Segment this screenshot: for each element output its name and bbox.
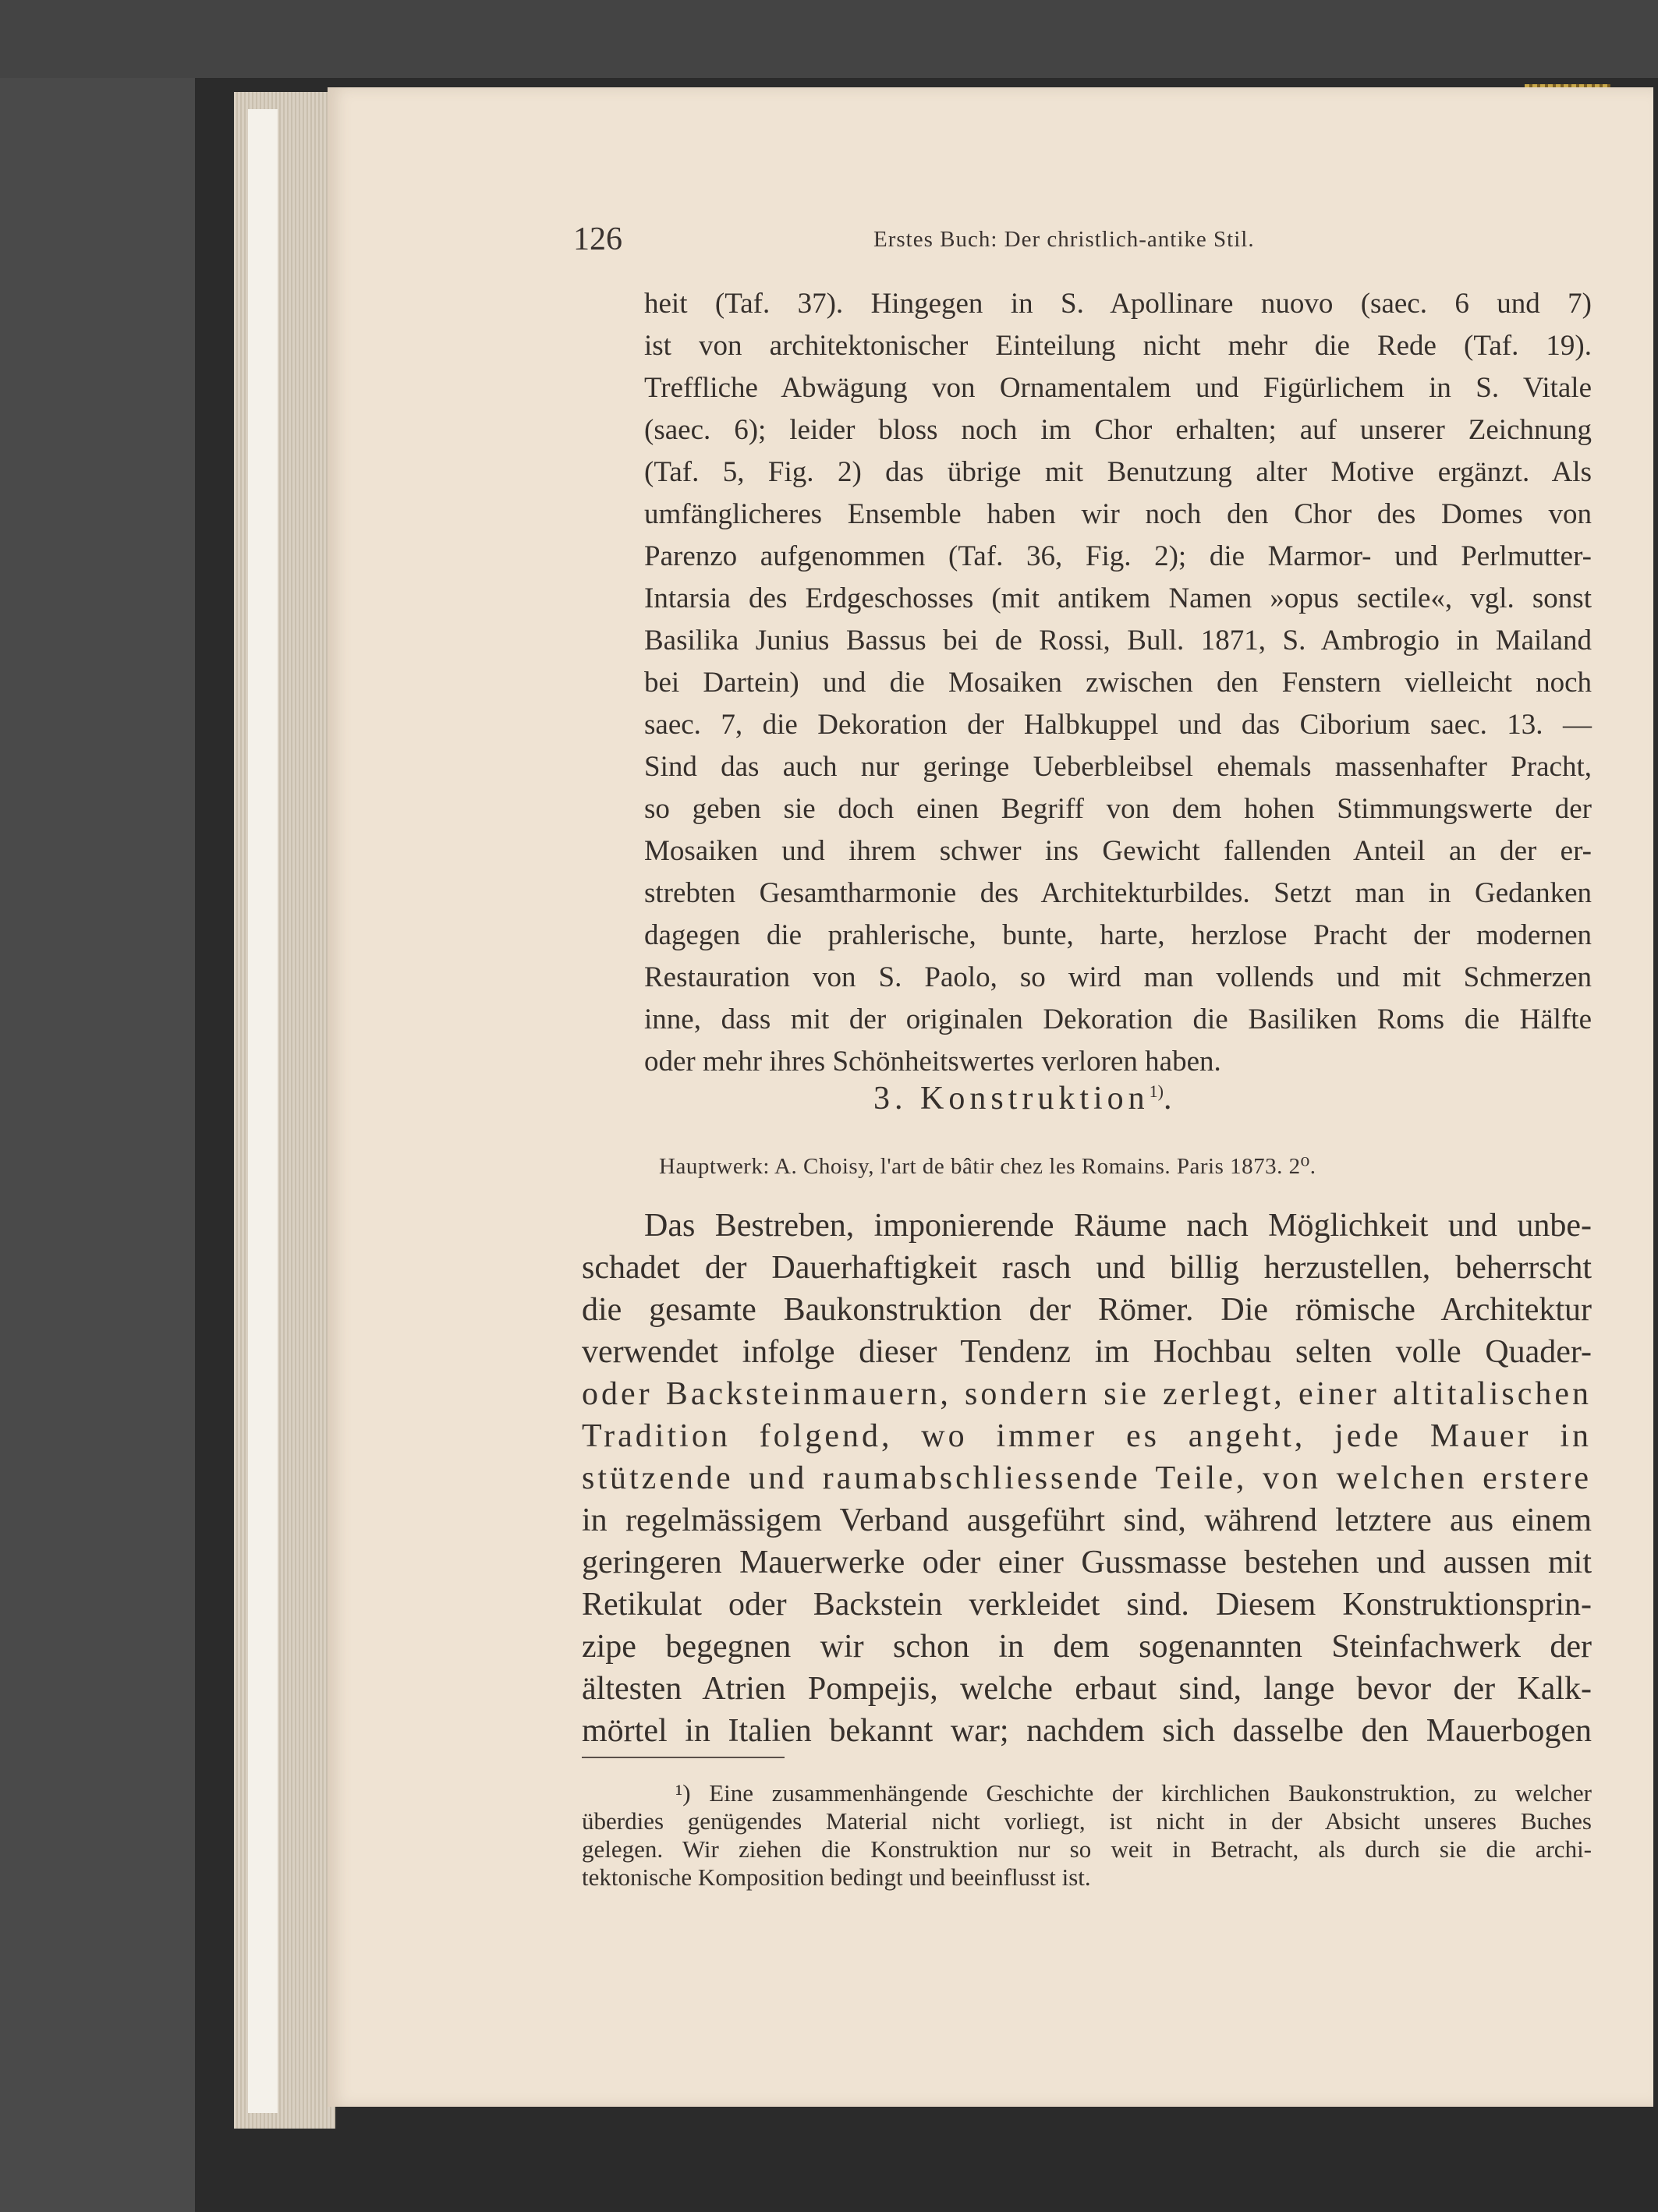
text-line: heit (Taf. 37). Hingegen in S. Apollinare nuovo (saec. 6 und 7) xyxy=(644,288,1592,320)
text-line: Basilika Junius Bassus bei de Rossi, Bull. 1871, S. Ambrogio in Mailand xyxy=(644,625,1592,657)
text-line: oder mehr ihres Schönheitswertes verloren haben. xyxy=(644,1046,1221,1078)
text-line: stützende und raumabschliessende Teile, von welchen erstere xyxy=(582,1460,1592,1496)
text-line: Mosaiken und ihrem schwer ins Gewicht fallenden Anteil an der er- xyxy=(644,835,1592,867)
footnote-line: überdies genügendes Material nicht vorliegt, ist nicht in der Absicht unseres Buches xyxy=(582,1807,1592,1835)
body-text-block-2 xyxy=(582,1205,1592,1752)
text-line: ältesten Atrien Pompejis, welche erbaut sind, lange bevor der Kalk- xyxy=(582,1671,1592,1707)
text-line: Das Bestreben, imponierende Räume nach Möglichkeit und unbe- xyxy=(644,1208,1592,1244)
text-line: strebten Gesamtharmonie des Architekturbildes. Setzt man in Gedanken xyxy=(644,877,1592,909)
text-line: die gesamte Baukonstruktion der Römer. Die römische Architektur xyxy=(582,1292,1592,1328)
section-heading: 3. Konstruktion$^{1)}$. xyxy=(873,1081,1177,1117)
footnote-line: ¹) Eine zusammenhängende Geschichte der kirchlichen Baukonstruktion, zu welcher xyxy=(675,1779,1592,1807)
text-line: umfänglicheres Ensemble haben wir noch den Chor des Domes von xyxy=(644,498,1592,530)
text-line: Tradition folgend, wo immer es angeht, jede Mauer in xyxy=(582,1418,1592,1454)
text-line: (saec. 6); leider bloss noch im Chor erhalten; auf unserer Zeichnung xyxy=(644,414,1592,446)
background-top xyxy=(0,0,1658,78)
text-line: bei Dartein) und die Mosaiken zwischen den Fenstern vielleicht noch xyxy=(644,667,1592,699)
text-line: zipe begegnen wir schon in dem sogenannten Steinfachwerk der xyxy=(582,1629,1592,1665)
page-edge-white xyxy=(248,109,278,2113)
text-line: Retikulat oder Backstein verkleidet sind. Diesem Konstruktionsprin- xyxy=(582,1587,1592,1623)
text-line: Parenzo aufgenommen (Taf. 36, Fig. 2); die Marmor- und Perlmutter- xyxy=(644,540,1592,572)
footnote-marker: 1) xyxy=(1149,1081,1164,1101)
page-header xyxy=(573,221,1603,260)
text-line: in regelmässigem Verband ausgeführt sind, während letztere aus einem xyxy=(582,1502,1592,1538)
footnote-line: gelegen. Wir ziehen die Konstruktion nur so weit in Betracht, als durch sie die archi- xyxy=(582,1835,1592,1863)
text-line: Sind das auch nur geringe Ueberbleibsel ehemals massenhafter Pracht, xyxy=(644,751,1592,783)
footnote-line: tektonische Komposition bedingt und beeinflusst ist. xyxy=(582,1863,1091,1891)
text-line: schadet der Dauerhaftigkeit rasch und billig herzustellen, beherrscht xyxy=(582,1250,1592,1286)
page-number: 126 xyxy=(573,221,622,257)
text-line: Intarsia des Erdgeschosses (mit antikem Namen »opus sectile«, vgl. sonst xyxy=(644,582,1592,614)
text-line: Restauration von S. Paolo, so wird man vollends und mit Schmerzen xyxy=(644,961,1592,993)
section-heading-text: 3. Konstruktion xyxy=(873,1081,1150,1117)
text-line: saec. 7, die Dekoration der Halbkuppel und das Ciborium saec. 13. — xyxy=(644,709,1592,741)
footnotes xyxy=(582,1779,1592,1892)
text-line: so geben sie doch einen Begriff von dem hohen Stimmungswerte der xyxy=(644,793,1592,825)
text-line: inne, dass mit der originalen Dekoration die Basiliken Roms die Hälfte xyxy=(644,1003,1592,1035)
footnote-rule xyxy=(582,1757,785,1758)
running-head: Erstes Buch: Der christlich-antike Stil. xyxy=(873,227,1255,252)
text-line: geringeren Mauerwerke oder einer Gussmasse bestehen und aussen mit xyxy=(582,1545,1592,1580)
text-line: Treffliche Abwägung von Ornamentalem und Figürlichem in S. Vitale xyxy=(644,372,1592,404)
reference-line: Hauptwerk: A. Choisy, l'art de bâtir chez les Romains. Paris 1873. 2⁰. xyxy=(659,1154,1316,1179)
body-text-block-1 xyxy=(644,283,1592,1083)
text-line: ist von architektonischer Einteilung nicht mehr die Rede (Taf. 19). xyxy=(644,330,1592,362)
text-line: oder Backsteinmauern, sondern sie zerlegt, einer altitalischen xyxy=(582,1376,1592,1412)
text-line: dagegen die prahlerische, bunte, harte, herzlose Pracht der modernen xyxy=(644,919,1592,951)
text-line: mörtel in Italien bekannt war; nachdem sich dasselbe den Mauerbogen xyxy=(582,1713,1592,1749)
text-line: verwendet infolge dieser Tendenz im Hochbau selten volle Quader- xyxy=(582,1334,1592,1370)
text-line: (Taf. 5, Fig. 2) das übrige mit Benutzung alter Motive ergänzt. Als xyxy=(644,456,1592,488)
